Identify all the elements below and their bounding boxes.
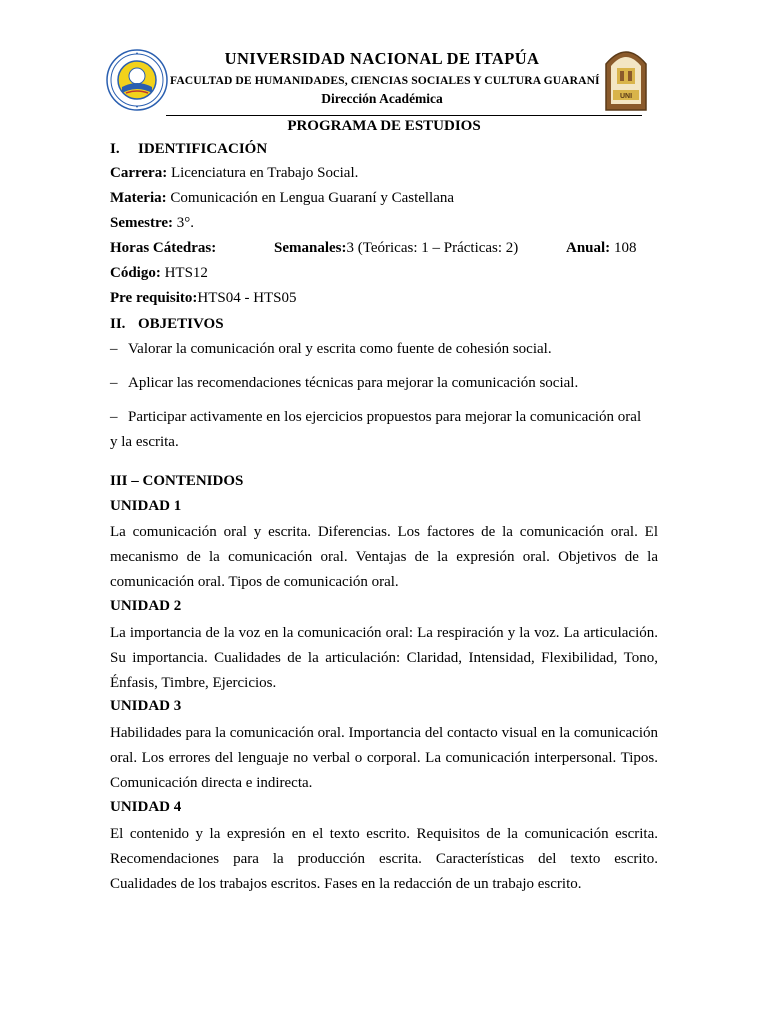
unit-1-line: mecanismo de la comunicación oral. Ventajas de la expresión oral. Objetivos de la [110,549,658,565]
unit-2-line: Su importancia. Cualidades de la articulación: Claridad, Intensidad, Flexibilidad, Tono, [110,650,658,666]
unit-3-line: Comunicación directa e indirecta. [110,775,313,791]
unit-3-line: Habilidades para la comunicación oral. Importancia del contacto visual en la comunicación [110,725,658,741]
direction-name: Dirección Académica [321,91,443,106]
unit-3-title: UNIDAD 3 [110,698,182,714]
unit-4-line: Cualidades de los trabajos escritos. Fases en la redacción de un trabajo escrito. [110,876,582,892]
unit-4-line: Recomendaciones para la producción escrita. Características del texto escrito. [110,851,658,867]
document-title: PROGRAMA DE ESTUDIOS [287,118,481,134]
anual-value: 108 [610,240,637,256]
semestre-label: Semestre: [110,215,174,231]
unit-4-title: UNIDAD 4 [110,799,182,815]
faculty-seal-logo [106,49,168,111]
university-name: UNIVERSIDAD NACIONAL DE ITAPÚA [224,49,540,68]
anual-row [566,240,636,257]
university-emblem-logo [604,46,648,112]
horas-label: Horas Cátedras: [110,240,217,256]
bullet-dash: – [110,341,118,357]
unit-2-line: La importancia de la voz en la comunicación oral: La respiración y la voz. La articulación. [110,625,658,641]
document-header [100,46,660,120]
section-1-heading: IDENTIFICACIÓN [138,141,268,157]
prereq-value: HTS04 - HTS05 [197,290,297,306]
bullet-dash: – [110,375,118,391]
unit-1-line: comunicación oral. Tipos de comunicación oral. [110,574,399,590]
materia-row [110,190,454,207]
materia-value: Comunicación en Lengua Guaraní y Castellana [166,190,455,206]
bullet-dash: – [110,409,118,425]
prereq-label: Pre requisito: [110,290,198,306]
codigo-label: Código: [110,265,161,281]
materia-label: Materia: [110,190,167,206]
carrera-value: Licenciatura en Trabajo Social. [167,165,359,181]
header-rule [166,115,642,116]
semanales-value: 3 (Teóricas: 1 – Prácticas: 2) [346,240,519,256]
unit-2-title: UNIDAD 2 [110,598,182,614]
carrera-label: Carrera: [110,165,168,181]
section-2-heading: OBJETIVOS [138,316,224,332]
anual-label: Anual: [566,240,611,256]
unit-4-content [110,822,658,897]
prereq-row [110,290,297,307]
semestre-row [110,215,194,232]
objective-3-text-line2: y la escrita. [110,434,179,450]
section-3-heading: III – CONTENIDOS [110,473,244,489]
section-1-number: I. [110,141,120,157]
unit-1-line: La comunicación oral y escrita. Diferencias. Los factores de la comunicación oral. El [110,524,658,540]
unit-2-content [110,621,658,696]
codigo-row [110,265,208,282]
faculty-name: FACULTAD DE HUMANIDADES, CIENCIAS SOCIALES Y CULTURA GUARANÍ [170,74,600,87]
objective-3-text-line1: Participar activamente en los ejercicios propuestos para mejorar la comunicación oral [128,409,642,425]
codigo-value: HTS12 [160,265,208,281]
unit-1-title: UNIDAD 1 [110,498,182,514]
section-2-number: II. [110,316,126,332]
objective-1-text: Valorar la comunicación oral y escrita como fuente de cohesión social. [128,341,552,357]
carrera-row [110,165,358,182]
emblem-text: UNI [619,93,633,100]
unit-1-content [110,520,658,595]
semanales-label: Semanales: [274,240,347,256]
unit-4-line: El contenido y la expresión en el texto escrito. Requisitos de la comunicación escrita. [110,826,658,842]
semestre-value: 3°. [173,215,195,231]
unit-3-line: oral. Los errores del lenguaje no verbal o corporal. La comunicación interpersonal. Tipos. [110,750,658,766]
unit-3-content [110,721,658,796]
semanales-row [274,240,518,257]
objective-2-text: Aplicar las recomendaciones técnicas para mejorar la comunicación social. [128,375,579,391]
unit-2-line: Énfasis, Timbre, Ejercicios. [110,675,277,691]
